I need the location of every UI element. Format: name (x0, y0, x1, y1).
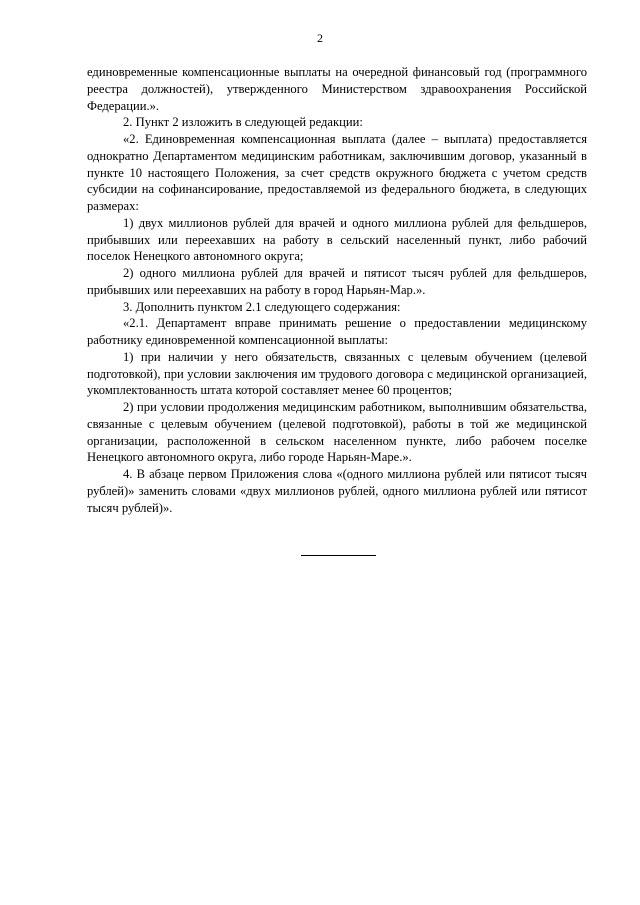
paragraph-item-3-heading: 3. Дополнить пунктом 2.1 следующего содержания: (123, 299, 401, 314)
paragraph-item-4: 4. В абзаце первом Приложения слова «(одного миллиона рублей или пятисот тысяч рублей)» заменить словами «двух миллионов рублей, одного миллиона рублей или пятисот тысяч рублей)». (87, 467, 587, 515)
paragraph-subitem-2-1-2: 2) при условии продолжения медицинским работником, выполнившим обязательства, связанные с целевым обучением (целевой подготовкой), работы в той же медицинской организации, расположенной в сельском населенном пункте, либо рабочем поселке Ненецкого автономного округа, либо городе Нарьян-Маре.». (87, 400, 587, 465)
paragraph-item-2-text: «2. Единовременная компенсационная выплата (далее – выплата) предоставляется однократно Департаментом медицинским работникам, заключившим договор, указанный в пункте 10 настоящего Положения, за счет средств окружного бюджета с учетом средств субсидии на софинансирование, предоставляемой из федерального бюджета, в следующих размерах: (87, 132, 587, 213)
paragraph-item-2-heading: 2. Пункт 2 изложить в следующей редакции: (123, 115, 363, 130)
paragraph-subitem-1: 1) двух миллионов рублей для врачей и одного миллиона рублей для фельдшеров, прибывших или переехавших на работу в сельский населенный пункт, либо рабочий поселок Ненецкого автономного округа; (87, 215, 587, 264)
paragraph-subitem-2: 2) одного миллиона рублей для врачей и пятисот тысяч рублей для фельдшеров, прибывших или переехавших на работу в город Нарьян-Мар.». (87, 266, 587, 297)
document-body (87, 64, 587, 516)
page-number: 2 (317, 31, 323, 45)
paragraph-subitem-2-1-1: 1) при наличии у него обязательств, связанных с целевым обучением (целевой подготовкой), при условии заключения им трудового договора с медицинской организацией, укомплектованность штата которой составляет менее 60 процентов; (87, 349, 587, 398)
paragraph-continuation: единовременные компенсационные выплаты на очередной финансовый год (программного реестра должностей), утвержденного Министерством здравоохранения Российской Федерации.». (87, 65, 587, 113)
end-separator-line (301, 555, 376, 556)
paragraph-item-2-1-text: «2.1. Департамент вправе принимать решение о предоставлении медицинскому работнику единовременной компенсационной выплаты: (87, 316, 587, 347)
